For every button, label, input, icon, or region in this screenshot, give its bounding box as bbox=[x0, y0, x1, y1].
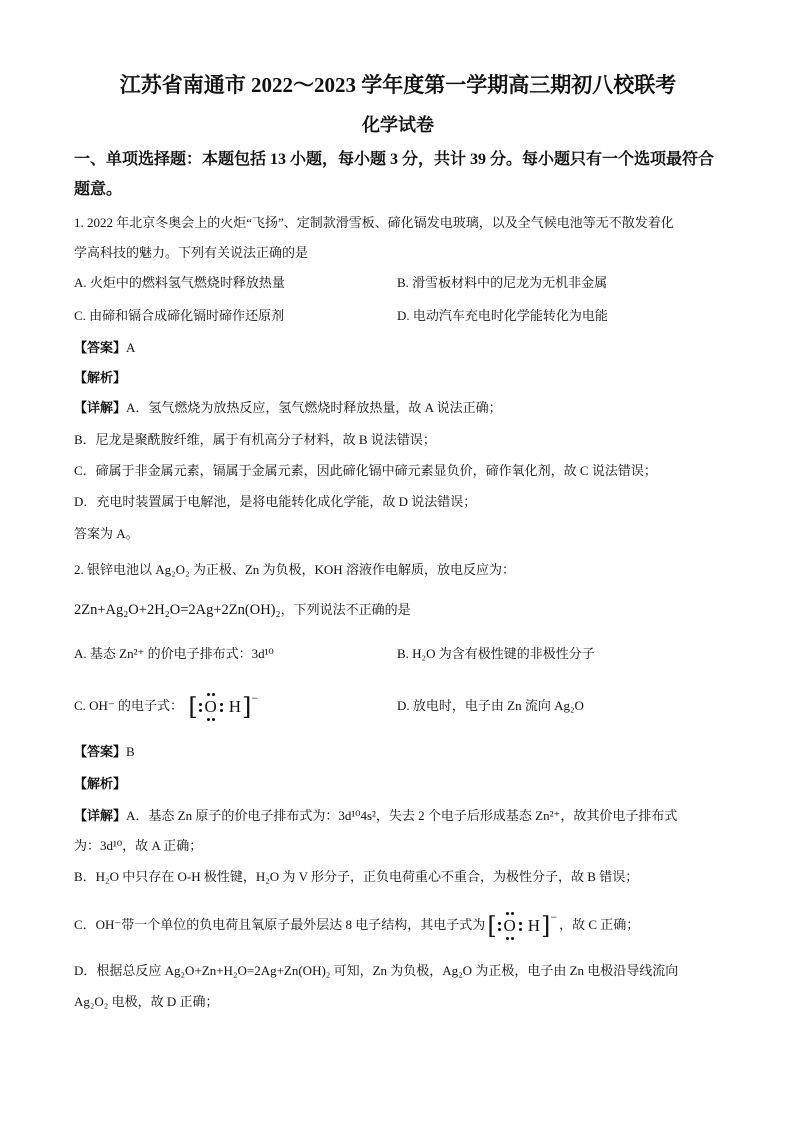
options-row bbox=[74, 686, 722, 726]
detail-line bbox=[74, 801, 722, 831]
detail-line bbox=[74, 393, 722, 423]
electron-dot bbox=[199, 703, 202, 706]
detail-tag: 【详解】 bbox=[74, 400, 127, 415]
electron-dot bbox=[511, 912, 514, 915]
oxygen-symbol: O bbox=[503, 916, 516, 936]
question-stem-line: 1. 2022 年北京冬奥会上的火炬“飞扬”、定制款滑雪板、碲化镉发电玻璃，以及全气候电池等无不散发着化 bbox=[74, 215, 674, 230]
answer-line bbox=[74, 333, 722, 363]
detail-text: A．氢气燃烧为放热反应，氢气燃烧时释放热量，故 A 说法正确； bbox=[126, 400, 502, 415]
electron-dot bbox=[506, 912, 509, 915]
hydroxide-electron-dot-formula bbox=[487, 910, 557, 942]
analysis-tag: 【解析】 bbox=[74, 776, 127, 791]
option-d: D. 电动汽车充电时化学能转化为电能 bbox=[397, 308, 608, 323]
detail-conclusion: 答案为 A。 bbox=[74, 526, 139, 541]
electron-dot bbox=[498, 922, 501, 925]
option-a: A. 基态 Zn²⁺ 的价电子排布式：3d¹⁰ bbox=[74, 646, 274, 661]
answer-value: B bbox=[126, 744, 135, 759]
question-stem-line bbox=[74, 595, 722, 625]
detail-line: D．充电时装置属于电解池，是将电能转化成化学能，故 D 说法错误； bbox=[74, 494, 477, 509]
question-1 bbox=[74, 208, 722, 549]
detail-text: C．OH⁻带一个单位的负电荷且氧原子最外层达 8 电子结构，其电子式为 bbox=[74, 917, 486, 932]
hydrogen-symbol: H bbox=[527, 916, 540, 936]
electron-dot bbox=[207, 693, 210, 696]
oxygen-symbol: O bbox=[204, 697, 217, 717]
page-content bbox=[74, 0, 722, 1017]
options-row bbox=[74, 639, 722, 669]
open-bracket: [ bbox=[487, 912, 497, 941]
exam-subtitle: 化学试卷 bbox=[362, 115, 434, 135]
analysis-tag: 【解析】 bbox=[74, 370, 127, 385]
section-heading-line: 题意。 bbox=[74, 181, 123, 198]
stem-tail: ，下列说法不正确的是 bbox=[280, 602, 411, 617]
option-b: B. 滑雪板材料中的尼龙为无机非金属 bbox=[397, 275, 608, 290]
electron-dot bbox=[519, 922, 522, 925]
question-2 bbox=[74, 555, 722, 1017]
hydrogen-symbol: H bbox=[228, 697, 241, 717]
electron-dot bbox=[220, 709, 223, 712]
detail-line: D．根据总反应 Ag₂O+Zn+H₂O=2Ag+Zn(OH)₂ 可知，Zn 为负极，Ag₂O 为正极，电子由 Zn 电极沿导线流向 bbox=[74, 963, 679, 978]
hydroxide-electron-dot-formula bbox=[188, 691, 258, 723]
charge-sign: − bbox=[550, 910, 558, 925]
answer-tag: 【答案】 bbox=[74, 340, 127, 355]
options-row bbox=[74, 301, 722, 331]
detail-line: B．H₂O 中只存在 O-H 极性键，H₂O 为 V 形分子，正负电荷重心不重合，为极性分子，故 B 错误； bbox=[74, 869, 639, 884]
charge-sign: − bbox=[251, 691, 259, 706]
answer-tag: 【答案】 bbox=[74, 744, 127, 759]
option-a: A. 火炬中的燃料氢气燃烧时释放热量 bbox=[74, 275, 285, 290]
answer-value: A bbox=[126, 340, 136, 355]
option-b: B. H₂O 为含有极性键的非极性分子 bbox=[397, 646, 595, 661]
detail-tag: 【详解】 bbox=[74, 808, 127, 823]
detail-line: B．尼龙是聚酰胺纤维，属于有机高分子材料，故 B 说法错误； bbox=[74, 432, 436, 447]
close-bracket: ] bbox=[540, 912, 551, 941]
electron-dot bbox=[207, 718, 210, 721]
oxygen-atom-with-electron-dots bbox=[199, 691, 223, 723]
option-c: C. 由碲和镉合成碲化镉时碲作还原剂 bbox=[74, 308, 285, 323]
options-row bbox=[74, 268, 722, 298]
detail-text: ，故 C 正确； bbox=[559, 917, 640, 932]
electron-dot bbox=[519, 928, 522, 931]
option-d: D. 放电时，电子由 Zn 流向 Ag₂O bbox=[397, 698, 584, 713]
open-bracket: [ bbox=[188, 693, 198, 722]
section-heading bbox=[74, 145, 722, 205]
option-c-text: C. OH⁻ 的电子式： bbox=[74, 698, 184, 713]
detail-line: Ag₂O₂ 电极，故 D 正确； bbox=[74, 994, 219, 1009]
answer-line bbox=[74, 737, 722, 767]
electron-dot bbox=[212, 718, 215, 721]
electron-dot bbox=[199, 709, 202, 712]
question-stem-line: 学高科技的魅力。下列有关说法正确的是 bbox=[74, 245, 309, 260]
electron-dot bbox=[511, 937, 514, 940]
exam-title: 江苏省南通市 2022～2023 学年度第一学期高三期初八校联考 bbox=[119, 73, 677, 97]
section-heading-line: 一、单项选择题：本题包括 13 小题，每小题 3 分，共计 39 分。每小题只有一个选项最符合 bbox=[74, 151, 715, 168]
detail-line: 为：3d¹⁰，故 A 正确； bbox=[74, 838, 203, 853]
detail-line: C．碲属于非金属元素，镉属于金属元素，因此碲化镉中碲元素显负价，碲作氧化剂，故 C 说法错误； bbox=[74, 463, 657, 478]
electron-dot bbox=[498, 928, 501, 931]
electron-dot bbox=[220, 703, 223, 706]
detail-text: A．基态 Zn 原子的价电子排布式为：3d¹⁰4s²，失去 2 个电子后形成基态 Zn²⁺，故其价电子排布式 bbox=[126, 808, 678, 823]
electron-dot bbox=[506, 937, 509, 940]
reaction-equation: 2Zn+Ag₂O+2H₂O=2Ag+2Zn(OH)₂ bbox=[74, 602, 281, 618]
detail-line bbox=[74, 903, 722, 947]
option-c bbox=[74, 686, 397, 726]
electron-dot bbox=[212, 693, 215, 696]
oxygen-atom-with-electron-dots bbox=[498, 910, 522, 942]
close-bracket: ] bbox=[241, 693, 252, 722]
question-stem-line: 2. 银锌电池以 Ag₂O₂ 为正极、Zn 为负极，KOH 溶液作电解质，放电反应为： bbox=[74, 562, 515, 577]
